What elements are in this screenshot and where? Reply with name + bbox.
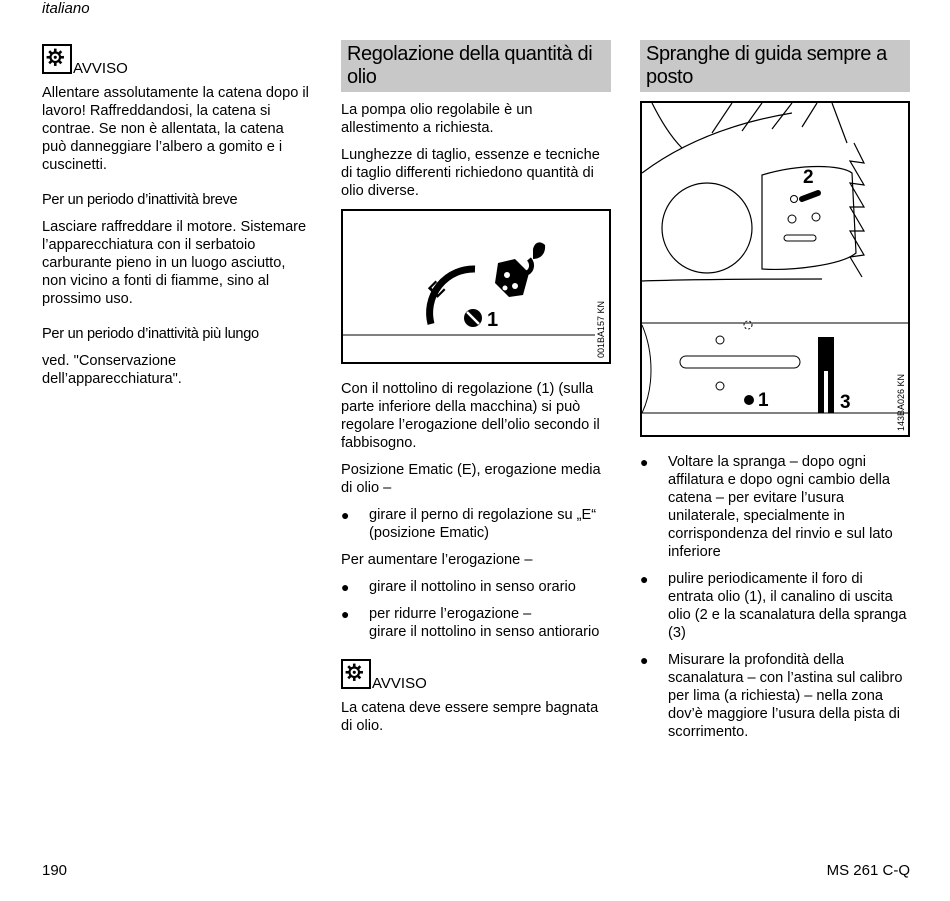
paragraph: Posizione Ematic (E), erogazione media di olio – — [341, 462, 601, 496]
list-item-text: girare il nottolino in senso orario — [369, 579, 576, 595]
gear-warning-icon — [341, 659, 371, 689]
list-item-text: pulire periodicamente il foro di entrata olio (1), il canalino di uscita olio (2 e la scanalatura della spranga (3) — [668, 571, 907, 641]
warning-label: AVVISO — [372, 675, 427, 692]
list-item — [341, 506, 611, 542]
warning-label: AVVISO — [73, 60, 128, 77]
paragraph: Con il nottolino di regolazione (1) (sulla parte inferiore della macchina) si può regolare l’erogazione dell’olio secondo il fabbisogno. — [341, 381, 600, 451]
page-number: 190 — [42, 862, 68, 879]
list-item-text: Voltare la spranga – dopo ogni affilatura e dopo ogni cambio della catena – per evitare l’usura unilaterale, specialmente in corrispondenza del rinvio e sul lato inferiore — [668, 454, 893, 560]
warning-block — [341, 655, 611, 692]
bullet-icon: ● — [640, 571, 649, 587]
oil-adjust-figure — [341, 209, 611, 364]
list-item — [640, 453, 910, 561]
bullet-icon: ● — [341, 606, 350, 622]
short-storage-title: Per un periodo d’inattività breve — [42, 192, 238, 208]
warning-block — [42, 40, 310, 77]
oil-chain-icon — [495, 242, 545, 297]
warning-text: Allentare assolutamente la catena dopo il lavoro! Raffreddandosi, la catena si contrae. Se non è allentata, la catena può danneggiare l’albero a gomito e i cuscinetti. — [42, 85, 309, 173]
list-item-text: girare il perno di regolazione su „E“ (posizione Ematic) — [369, 507, 597, 541]
figure-code: 143BA026 KN — [896, 373, 906, 431]
callout-number: 1 — [758, 390, 769, 411]
column-storage — [42, 40, 310, 397]
column-guide-bar — [640, 40, 910, 750]
warning-text: La catena deve essere sempre bagnata di olio. — [341, 700, 599, 734]
short-storage-text: Lasciare raffreddare il motore. Sistemare l’apparecchiatura con il serbatoio carburante pieno in un luogo asciutto, non vicino a fonti di fiamme, sino al prossimo uso. — [42, 219, 307, 307]
callout-number: 3 — [840, 392, 851, 413]
paragraph: Per aumentare l’erogazione – — [341, 552, 533, 568]
model-label: MS 261 C-Q — [826, 862, 910, 879]
bullet-icon: ● — [640, 454, 649, 470]
gear-warning-icon — [42, 44, 72, 74]
list-item — [341, 578, 611, 596]
figure-code: 001BA157 KN — [596, 300, 606, 358]
paragraph: La pompa olio regolabile è un allestimento a richiesta. — [341, 102, 533, 136]
list-item-text: Misurare la profondità della scanalatura – con l’astina sul calibro per lima (a richiesta) – nella zona dov’è maggiore l’usura della pista di scorrimento. — [668, 652, 903, 740]
callout-number: 1 — [487, 309, 499, 331]
guide-bar-figure — [640, 101, 910, 437]
section-heading: Regolazione della quantità di olio — [341, 40, 611, 92]
adjust-screw-icon — [464, 309, 482, 327]
ematic-letter: E — [424, 277, 450, 303]
long-storage-title: Per un periodo d’inattività più lungo — [42, 326, 259, 342]
bullet-icon: ● — [640, 652, 649, 668]
list-item — [341, 605, 611, 641]
list-item-text: girare il nottolino in senso antiorario — [369, 624, 600, 640]
bullet-icon: ● — [341, 579, 350, 595]
paragraph: Lunghezze di taglio, essenze e tecniche di taglio differenti richiedono quantità di olio diverse. — [341, 147, 600, 199]
list-item — [640, 570, 910, 642]
language-label: italiano — [42, 0, 90, 17]
long-storage-text: ved. "Conservazione dell’apparecchiatura". — [42, 353, 182, 387]
list-item — [640, 651, 910, 741]
section-heading: Spranghe di guida sempre a posto — [640, 40, 910, 92]
list-item-text: per ridurre l’erogazione – — [369, 606, 532, 622]
callout-number: 2 — [803, 167, 814, 188]
column-oil-regulation — [341, 40, 611, 744]
bullet-icon: ● — [341, 507, 350, 523]
